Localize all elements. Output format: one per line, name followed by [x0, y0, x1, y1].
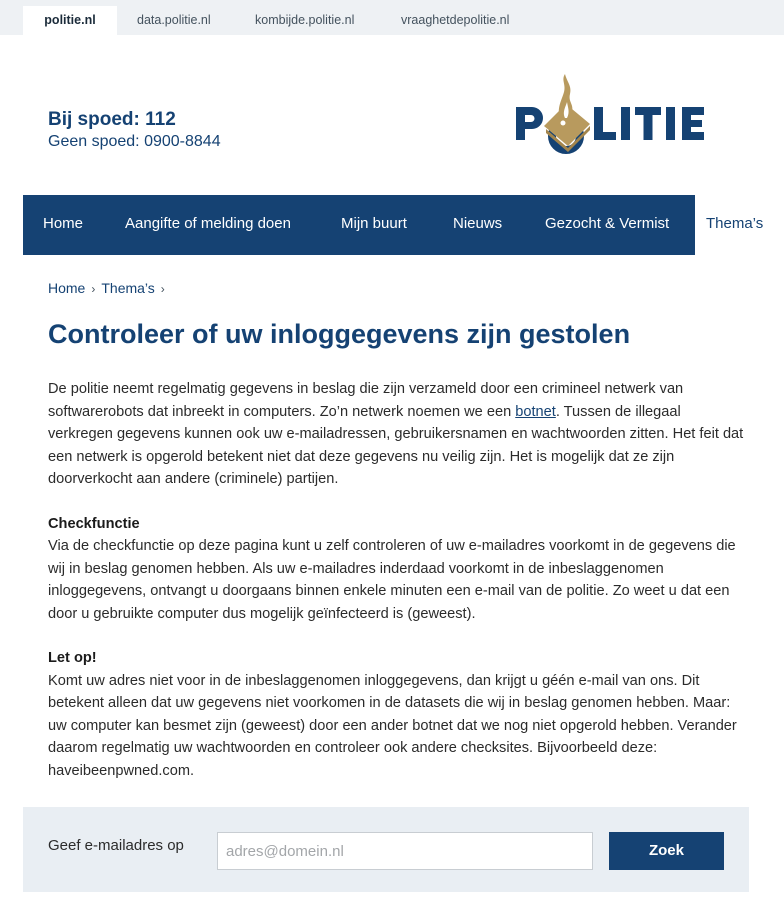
emergency-numbers [48, 109, 221, 153]
nav-item-home[interactable]: Home [43, 215, 84, 232]
tab-kombijde-politie-nl[interactable]: kombijde.politie.nl [255, 13, 355, 27]
main-navigation [23, 195, 695, 255]
nav-item-mijn-buurt[interactable]: Mijn buurt [341, 215, 407, 232]
tab-politie-nl[interactable]: politie.nl [23, 6, 117, 35]
politie-logo-icon [514, 74, 734, 156]
email-label: Geef e-mailadres op [48, 837, 184, 854]
section-title-let-op: Let op! [48, 650, 97, 666]
search-button[interactable]: Zoek [609, 832, 724, 870]
email-input[interactable] [217, 832, 593, 870]
politie-logo[interactable] [514, 74, 734, 156]
nav-item-nieuws[interactable]: Nieuws [453, 215, 503, 232]
tab-data-politie-nl[interactable]: data.politie.nl [137, 13, 211, 27]
intro-text: De politie neemt regelmatig gegevens in beslag die zijn verzameld door een crimineel netwerk van softwarerobots dat inbreekt in computers. Zo’n netwerk noemen we een [48, 381, 684, 420]
section-title-checkfunctie: Checkfunctie [48, 515, 140, 532]
page-title: Controleer of uw inloggegevens zijn gestolen [48, 319, 631, 349]
nav-item-themas[interactable]: Thema’s [706, 215, 764, 232]
breadcrumb [48, 280, 171, 296]
urgent-number: Bij spoed: 112 [48, 109, 176, 130]
tab-vraaghetdepolitie-nl[interactable]: vraaghetdepolitie.nl [401, 13, 510, 27]
section-text-let-op: Komt uw adres niet voor in de inbeslaggenomen inloggegevens, dan krijgt u géén e-mail van ons. Dit betekent alleen dat uw gegevens niet voorkomen in de datasets die wij in beslag genomen hebben. Maar: uw computer kan besmet zijn (geweest) door een ander botnet dat we nog niet opgerold hebben. Verander daarom regelmatig uw wachtwoorden en controleer ook andere checksites. Bijvoorbeeld deze: haveibeenpwned.com. [48, 672, 737, 779]
breadcrumb-separator: › [91, 282, 96, 296]
site-switcher-bar [0, 0, 784, 35]
breadcrumb-themas[interactable]: Thema’s [101, 280, 155, 296]
non-urgent-number: Geen spoed: 0900-8844 [48, 133, 221, 150]
article-body [48, 378, 748, 782]
breadcrumb-home[interactable]: Home [48, 280, 86, 296]
intro-text-continued: . Tussen de illegaal verkregen gegevens kunnen ook uw e-mailadressen, gebruikersnamen en wachtwoorden zitten. Het feit dat een netwerk is opgerold betekent niet dat deze gegevens nu veilig zijn. Het is mogelijk dat ze zijn doorverkocht aan andere (criminele) partijen. [48, 403, 744, 487]
email-check-form [23, 807, 749, 892]
nav-item-aangifte[interactable]: Aangifte of melding doen [125, 215, 291, 232]
botnet-link[interactable]: botnet [515, 403, 556, 420]
section-text-checkfunctie: Via de checkfunctie op deze pagina kunt u zelf controleren of uw e-mailadres voorkomt in de gegevens die wij in beslag genomen hebben. Als uw e-mailadres inderdaad voorkomt in de inbeslaggenomen inloggegevens, ontvangt u doorgaans binnen enkele minuten een e-mail van de politie. Zo weet u dat een door u gebruikte computer dus mogelijk geïnfecteerd is (geweest). [48, 538, 736, 622]
nav-item-gezocht-vermist[interactable]: Gezocht & Vermist [545, 215, 670, 232]
breadcrumb-separator: › [160, 282, 165, 296]
intro-paragraph [48, 378, 748, 491]
